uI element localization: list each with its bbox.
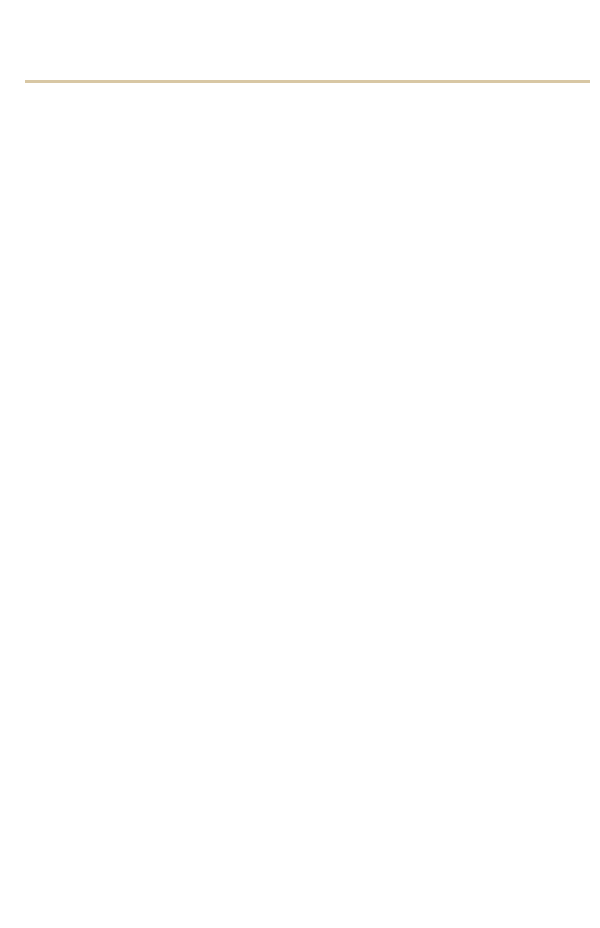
page-header bbox=[0, 0, 600, 100]
header-rule bbox=[25, 80, 590, 83]
